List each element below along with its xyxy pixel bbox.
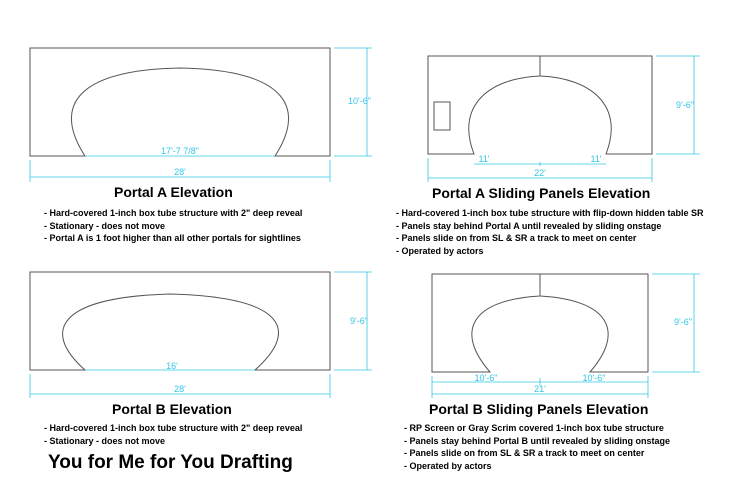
portal-a-outline [30, 48, 330, 156]
portal-a-notes [44, 207, 302, 245]
portal-b-elevation [30, 272, 372, 398]
note-item: - RP Screen or Gray Scrim covered 1-inch box tube structure [404, 423, 664, 433]
portal-a-sliding-height-dim: 9'-6" [676, 100, 694, 110]
portal-a-sliding-left-dim: 11' [478, 154, 490, 164]
portal-a-width-dim: 28' [174, 167, 186, 177]
portal-b-sliding-title: Portal B Sliding Panels Elevation [429, 401, 649, 417]
portal-b-width-dim: 28' [174, 384, 186, 394]
note-item: - Panels stay behind Portal B until revealed by sliding onstage [404, 435, 671, 446]
portal-a-sliding-elevation [428, 56, 700, 182]
note-item: - Stationary - does not move [44, 435, 166, 446]
portal-a-sliding-left-panel [428, 56, 540, 154]
portal-a-height-dim: 10'-6" [348, 96, 371, 106]
portal-b-opening-dim: 16' [166, 361, 178, 371]
portal-b-sliding-left-panel [432, 274, 540, 372]
portal-b-sliding-notes [404, 422, 670, 472]
portal-b-sliding-left-dim: 10'-6" [474, 373, 498, 383]
note-item: - Portal A is 1 foot higher than all other portals for sightlines [44, 233, 301, 243]
note-item: - Hard-covered 1-inch box tube structure with 2" deep reveal [44, 208, 303, 218]
note-item: - Hard-covered 1-inch box tube structure with flip-down hidden table SR [396, 208, 704, 218]
portal-a-title: Portal A Elevation [114, 184, 233, 200]
portal-a-sliding-right-panel [540, 56, 652, 154]
portal-b-notes [44, 422, 302, 447]
portal-b-height-dim: 9'-6" [350, 316, 368, 326]
portal-a-elevation [30, 48, 372, 182]
portal-b-sliding-height-dim: 9'-6" [674, 317, 692, 327]
portal-b-sliding-right-dim: 10'-6" [582, 373, 606, 383]
note-item: - Stationary - does not move [44, 220, 166, 231]
portal-b-outline [30, 272, 330, 370]
portal-a-opening-dim: 17'-7 7/8" [161, 146, 199, 156]
note-item: - Panels stay behind Portal A until revealed by sliding onstage [396, 220, 662, 231]
portal-a-sliding-title: Portal A Sliding Panels Elevation [432, 185, 651, 201]
portal-b-sliding-elevation [432, 274, 700, 398]
portal-a-sliding-notes [396, 207, 704, 257]
brand-title: You for Me for You Drafting [48, 452, 293, 473]
portal-b-sliding-right-panel [540, 274, 648, 372]
portal-b-title: Portal B Elevation [112, 401, 232, 417]
note-item: - Operated by actors [396, 245, 484, 256]
note-item: - Panels slide on from SL & SR a track to meet on center [396, 233, 637, 243]
portal-a-sliding-right-dim: 11' [590, 154, 602, 164]
note-item: - Hard-covered 1-inch box tube structure with 2" deep reveal [44, 423, 303, 433]
note-item: - Panels slide on from SL & SR a track to meet on center [404, 448, 645, 458]
portal-b-sliding-width-dim: 21' [534, 384, 546, 394]
hidden-table-outline [434, 102, 450, 130]
note-item: - Operated by actors [404, 460, 492, 471]
portal-a-sliding-width-dim: 22' [534, 168, 546, 178]
